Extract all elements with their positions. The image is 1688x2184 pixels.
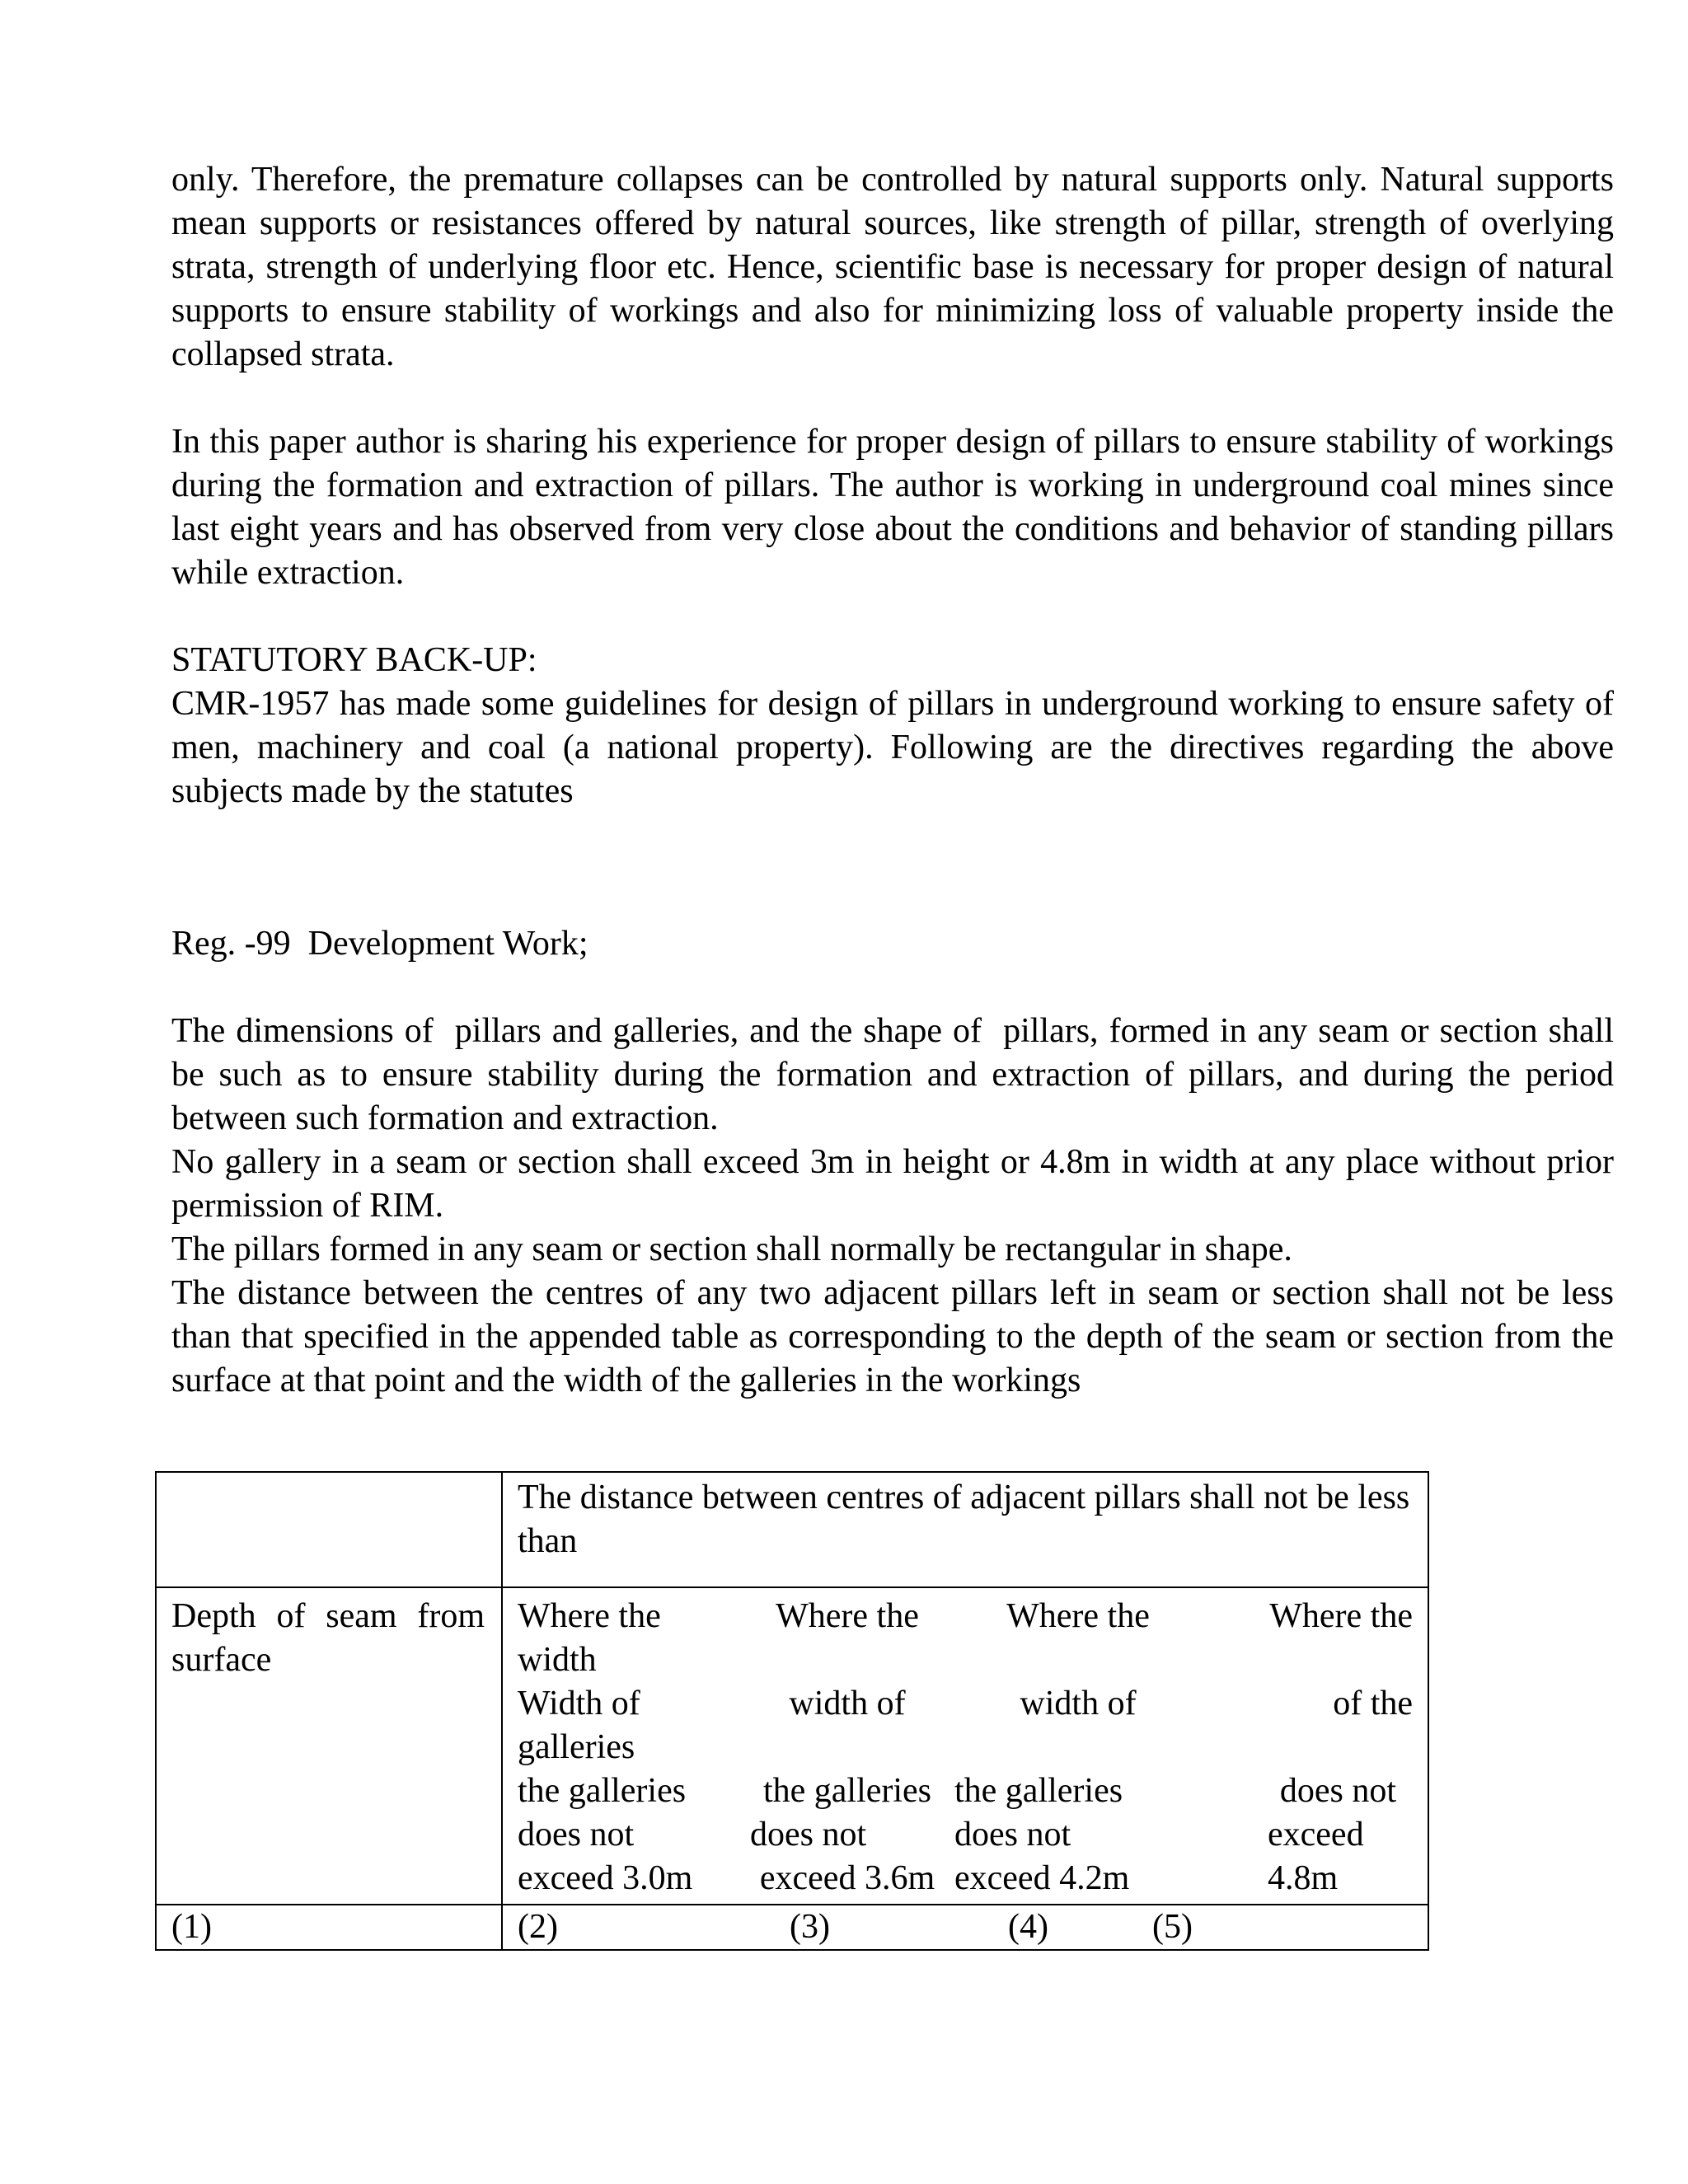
col4-line-7: exceed 4.2m: [954, 1859, 1130, 1897]
document-page: [171, 158, 1623, 1403]
pillar-distance-table: [155, 1471, 1429, 1951]
col2-line-5: the galleries: [518, 1772, 687, 1810]
table-row-column-headers: [156, 1587, 1428, 1905]
column-numbers-cell: [502, 1905, 1428, 1950]
column-number-1: (1): [156, 1905, 502, 1950]
heading-reg-99: Reg. -99 Development Work;: [171, 925, 588, 963]
table-header-span-cell: The distance between centres of adjacent pillars shall not be less than: [502, 1472, 1428, 1587]
col5-line-5: does not: [1279, 1772, 1396, 1810]
col3-line-5: the galleries: [762, 1772, 932, 1810]
paragraph-cmr-guidelines: CMR-1957 has made some guidelines for design of pillars in underground working to ensure safety of men, machinery and coal (a national property). Following are the directives regarding the above subjects made by the statutes: [171, 685, 1614, 810]
col5-line-3: of the: [1333, 1685, 1413, 1722]
col2-line-2: width: [518, 1641, 597, 1679]
col3-line-7: exceed 3.6m: [759, 1859, 935, 1897]
col2-line-7: exceed 3.0m: [518, 1859, 693, 1897]
column-number-3: (3): [790, 1908, 830, 1946]
depth-label: Depth of seam from surface: [171, 1597, 485, 1679]
col4-line-3: width of: [1020, 1685, 1137, 1722]
paragraph-dimensions: The dimensions of pillars and galleries, and the shape of pillars, formed in any seam or section shall be such as to ensure stability during the formation and extraction of pillars, and during the period between such formation and extraction.: [171, 1012, 1623, 1137]
col4-line-5: the galleries: [954, 1772, 1123, 1810]
column-number-4: (4): [1008, 1908, 1048, 1946]
col2-line-6: does not: [518, 1816, 635, 1854]
col5-line-1: Where the: [1269, 1597, 1413, 1635]
col2-line-1: Where the: [518, 1597, 661, 1635]
paragraph-rectangular-pillars: The pillars formed in any seam or section shall normally be rectangular in shape.: [171, 1230, 1292, 1268]
column-number-2: (2): [518, 1908, 558, 1946]
table-row-column-numbers: [156, 1905, 1428, 1950]
column-number-5: (5): [1152, 1908, 1193, 1946]
col3-line-3: width of: [789, 1685, 906, 1722]
heading-statutory-backup: STATUTORY BACK-UP:: [171, 641, 537, 679]
col3-line-6: does not: [750, 1816, 867, 1854]
table-header-empty-cell: [156, 1472, 502, 1587]
col5-line-7: 4.8m: [1268, 1859, 1339, 1897]
column-numbers: [518, 1905, 1413, 1949]
col4-line-6: does not: [954, 1816, 1071, 1854]
paragraph-gallery-limit: No gallery in a seam or section shall exceed 3m in height or 4.8m in width at any place without prior permission of RIM.: [171, 1143, 1614, 1225]
gallery-width-column-headers: [518, 1595, 1413, 1900]
table-gallery-width-cell: [502, 1587, 1428, 1905]
paragraph-natural-supports: only. Therefore, the premature collapses can be controlled by natural supports only. Natural supports mean supports or resistances offered by natural sources, like strength of pillar, strength of overlying strata, strength of underlying floor etc. Hence, scientific base is necessary for proper design of natural supports to ensure stability of workings and also for minimizing loss of valuable property inside the collapsed strata.: [171, 161, 1614, 373]
col2-line-3: Width of: [518, 1685, 640, 1722]
paragraph-centre-distance: The distance between the centres of any two adjacent pillars left in seam or section shall not be less than that specified in the appended table as corresponding to the depth of the seam or section from the surface at that point and the width of the galleries in the workings: [171, 1274, 1614, 1399]
col5-line-6: exceed: [1268, 1816, 1364, 1854]
table-depth-label-cell: [156, 1587, 502, 1905]
col4-line-1: Where the: [1006, 1597, 1150, 1635]
paragraph-author-experience: In this paper author is sharing his experience for proper design of pillars to ensure stability of workings during the formation and extraction of pillars. The author is working in underground coal mines since last eight years and has observed from very close about the conditions and behavior of standing pillars while extraction.: [171, 423, 1614, 592]
col3-line-1: Where the: [776, 1597, 919, 1635]
col2-line-4: galleries: [518, 1728, 635, 1766]
table-header-row: [156, 1472, 1428, 1587]
